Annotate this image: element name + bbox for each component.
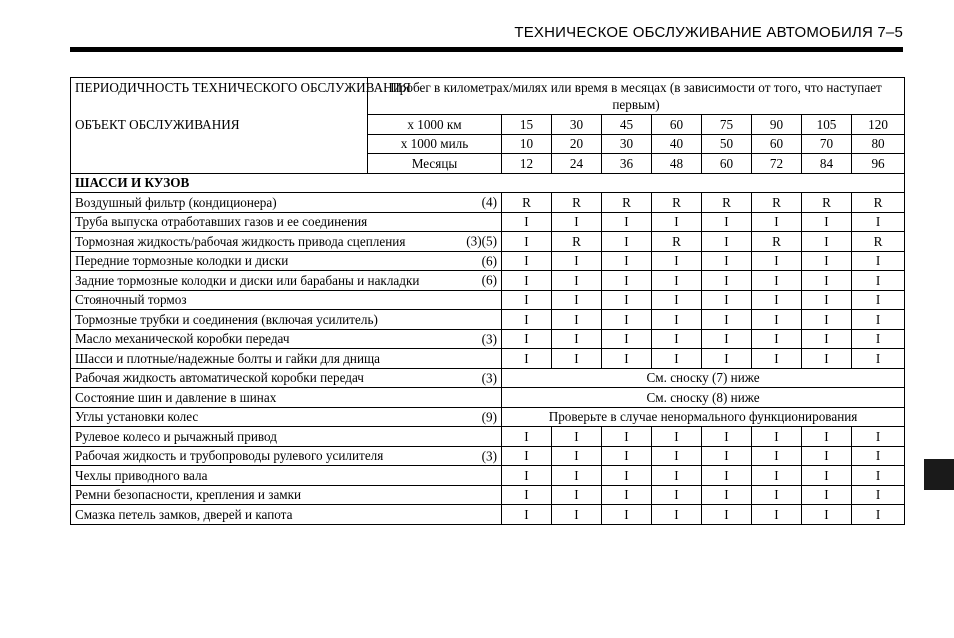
service-mark: R <box>752 232 802 252</box>
service-mark: I <box>852 446 905 466</box>
service-mark: I <box>702 349 752 369</box>
km-value: 15 <box>502 115 552 135</box>
service-mark: I <box>602 485 652 505</box>
service-mark: I <box>552 505 602 525</box>
service-mark: I <box>552 466 602 486</box>
item-note: (3) <box>481 331 497 347</box>
service-mark: I <box>602 290 652 310</box>
service-mark: I <box>752 329 802 349</box>
service-mark: I <box>802 485 852 505</box>
service-mark: I <box>702 232 752 252</box>
service-mark: R <box>652 232 702 252</box>
km-value: 120 <box>852 115 905 135</box>
service-mark: I <box>802 349 852 369</box>
period-label: ПЕРИОДИЧНОСТЬ ТЕХНИЧЕСКОГО ОБСЛУЖИВАНИЯ <box>75 80 411 95</box>
interval-header: Пробег в километрах/милях или время в месяцах (в зависимости от того, что наступает первым) <box>368 78 905 115</box>
service-mark: I <box>852 251 905 271</box>
item-note: (3) <box>481 448 497 464</box>
service-mark: I <box>652 466 702 486</box>
item-label: Ремни безопасности, крепления и замки <box>75 487 302 503</box>
page-header-title: ТЕХНИЧЕСКОЕ ОБСЛУЖИВАНИЕ АВТОМОБИЛЯ 7–5 <box>514 24 903 41</box>
service-mark: I <box>852 290 905 310</box>
km-value: 90 <box>752 115 802 135</box>
service-mark: I <box>702 290 752 310</box>
service-mark: I <box>502 310 552 330</box>
table-row <box>71 485 905 505</box>
service-mark: I <box>652 290 702 310</box>
item-label: Передние тормозные колодки и диски <box>75 253 289 269</box>
service-mark: I <box>802 212 852 232</box>
span-instruction: См. сноску (7) ниже <box>502 368 905 388</box>
service-mark: I <box>602 505 652 525</box>
table-row <box>71 446 905 466</box>
item-cell <box>71 388 502 408</box>
miles-value: 50 <box>702 134 752 154</box>
table-row <box>71 505 905 525</box>
service-mark: I <box>752 466 802 486</box>
item-label: Воздушный фильтр (кондиционера) <box>75 194 277 210</box>
service-mark: I <box>552 251 602 271</box>
service-mark: I <box>602 349 652 369</box>
table-row <box>71 310 905 330</box>
service-mark: I <box>552 212 602 232</box>
km-value: 60 <box>652 115 702 135</box>
maintenance-schedule-table <box>70 77 905 525</box>
service-mark: I <box>602 427 652 447</box>
service-mark: R <box>852 193 905 213</box>
service-mark: I <box>752 310 802 330</box>
service-mark: R <box>502 193 552 213</box>
months-value: 12 <box>502 154 552 174</box>
item-label: Рулевое колесо и рычажный привод <box>75 428 277 444</box>
table-row <box>71 271 905 291</box>
service-mark: I <box>652 427 702 447</box>
item-cell <box>71 251 502 271</box>
miles-value: 80 <box>852 134 905 154</box>
service-mark: I <box>802 251 852 271</box>
service-mark: I <box>852 505 905 525</box>
service-mark: I <box>652 329 702 349</box>
service-mark: I <box>552 446 602 466</box>
table-row <box>71 193 905 213</box>
months-value: 48 <box>652 154 702 174</box>
service-mark: R <box>852 232 905 252</box>
miles-value: 30 <box>602 134 652 154</box>
service-mark: I <box>602 466 652 486</box>
service-mark: I <box>802 271 852 291</box>
miles-value: 10 <box>502 134 552 154</box>
service-mark: I <box>702 466 752 486</box>
service-mark: I <box>502 466 552 486</box>
service-mark: I <box>602 271 652 291</box>
header-corner-cell <box>71 78 411 174</box>
span-instruction: См. сноску (8) ниже <box>502 388 905 408</box>
item-cell <box>71 407 502 427</box>
table-row <box>71 388 905 408</box>
service-mark: I <box>752 290 802 310</box>
service-mark: I <box>752 505 802 525</box>
service-mark: I <box>752 485 802 505</box>
km-value: 105 <box>802 115 852 135</box>
months-value: 36 <box>602 154 652 174</box>
km-value: 45 <box>602 115 652 135</box>
item-label: Рабочая жидкость автоматической коробки передач <box>75 370 364 386</box>
service-mark: I <box>852 329 905 349</box>
table-row <box>71 251 905 271</box>
service-mark: I <box>552 485 602 505</box>
service-mark: I <box>702 271 752 291</box>
service-mark: I <box>752 427 802 447</box>
item-cell <box>71 212 502 232</box>
span-instruction: Проверьте в случае ненормального функционирования <box>502 407 905 427</box>
item-label: Шасси и плотные/надежные болты и гайки для днища <box>75 350 381 366</box>
miles-value: 20 <box>552 134 602 154</box>
service-mark: I <box>702 505 752 525</box>
service-mark: R <box>552 232 602 252</box>
object-label: ОБЪЕКТ ОБСЛУЖИВАНИЯ <box>75 117 240 132</box>
item-cell <box>71 193 502 213</box>
item-note: (6) <box>481 272 497 288</box>
miles-value: 70 <box>802 134 852 154</box>
months-value: 84 <box>802 154 852 174</box>
months-value: 24 <box>552 154 602 174</box>
service-mark: I <box>652 446 702 466</box>
table-row <box>71 427 905 447</box>
service-mark: I <box>502 232 552 252</box>
service-mark: I <box>802 427 852 447</box>
service-mark: I <box>702 251 752 271</box>
km-value: 75 <box>702 115 752 135</box>
service-mark: I <box>652 271 702 291</box>
service-mark: I <box>702 212 752 232</box>
service-mark: I <box>852 212 905 232</box>
item-cell <box>71 505 502 525</box>
item-label: Тормозная жидкость/рабочая жидкость привода сцепления <box>75 233 406 249</box>
service-mark: I <box>852 466 905 486</box>
table-row <box>71 349 905 369</box>
miles-label: x 1000 миль <box>368 134 502 154</box>
table-row <box>71 232 905 252</box>
km-label: x 1000 км <box>368 115 502 135</box>
item-cell <box>71 368 502 388</box>
service-mark: R <box>552 193 602 213</box>
item-label: Рабочая жидкость и трубопроводы рулевого усилителя <box>75 448 384 464</box>
item-label: Чехлы приводного вала <box>75 467 208 483</box>
service-mark: I <box>652 505 702 525</box>
item-cell <box>71 427 502 447</box>
item-note: (4) <box>481 194 497 210</box>
service-mark: I <box>502 251 552 271</box>
item-cell <box>71 485 502 505</box>
service-mark: R <box>652 193 702 213</box>
service-mark: I <box>502 271 552 291</box>
item-cell <box>71 310 502 330</box>
service-mark: I <box>552 427 602 447</box>
item-cell <box>71 290 502 310</box>
service-mark: I <box>652 310 702 330</box>
section-heading: ШАССИ И КУЗОВ <box>71 173 905 193</box>
service-mark: I <box>702 329 752 349</box>
service-mark: R <box>802 193 852 213</box>
item-cell <box>71 349 502 369</box>
table-row <box>71 466 905 486</box>
miles-value: 40 <box>652 134 702 154</box>
service-mark: I <box>552 349 602 369</box>
service-mark: I <box>752 271 802 291</box>
service-mark: I <box>802 329 852 349</box>
service-mark: I <box>852 349 905 369</box>
service-mark: I <box>502 505 552 525</box>
table-row <box>71 212 905 232</box>
miles-value: 60 <box>752 134 802 154</box>
months-value: 60 <box>702 154 752 174</box>
service-mark: I <box>502 427 552 447</box>
service-mark: I <box>752 446 802 466</box>
service-mark: I <box>652 349 702 369</box>
service-mark: I <box>852 271 905 291</box>
service-mark: I <box>852 485 905 505</box>
months-label: Месяцы <box>368 154 502 174</box>
service-mark: I <box>802 310 852 330</box>
service-mark: I <box>702 310 752 330</box>
item-label: Стояночный тормоз <box>75 292 187 308</box>
item-label: Масло механической коробки передач <box>75 331 290 347</box>
service-mark: I <box>502 212 552 232</box>
item-label: Смазка петель замков, дверей и капота <box>75 506 293 522</box>
service-mark: R <box>602 193 652 213</box>
item-label: Тормозные трубки и соединения (включая усилитель) <box>75 311 378 327</box>
service-mark: I <box>602 232 652 252</box>
service-mark: I <box>652 251 702 271</box>
service-mark: I <box>702 427 752 447</box>
service-mark: I <box>502 290 552 310</box>
service-mark: I <box>852 310 905 330</box>
item-cell <box>71 466 502 486</box>
service-mark: I <box>552 290 602 310</box>
service-mark: R <box>702 193 752 213</box>
service-mark: I <box>502 349 552 369</box>
section-tab-marker <box>924 459 954 490</box>
item-label: Труба выпуска отработавших газов и ее соединения <box>75 214 368 230</box>
item-note: (3) <box>481 370 497 386</box>
service-mark: I <box>752 349 802 369</box>
table-row <box>71 407 905 427</box>
item-note: (3)(5) <box>466 233 497 249</box>
item-label: Состояние шин и давление в шинах <box>75 389 277 405</box>
service-mark: I <box>752 212 802 232</box>
service-mark: I <box>802 466 852 486</box>
service-mark: I <box>752 251 802 271</box>
service-mark: I <box>552 271 602 291</box>
service-mark: I <box>802 290 852 310</box>
months-value: 96 <box>852 154 905 174</box>
months-value: 72 <box>752 154 802 174</box>
service-mark: I <box>652 212 702 232</box>
service-mark: I <box>552 329 602 349</box>
service-mark: I <box>702 446 752 466</box>
service-mark: I <box>802 446 852 466</box>
item-note: (9) <box>481 409 497 425</box>
service-mark: I <box>502 446 552 466</box>
item-cell <box>71 446 502 466</box>
service-mark: I <box>602 251 652 271</box>
item-label: Задние тормозные колодки и диски или барабаны и накладки <box>75 272 420 288</box>
service-mark: I <box>602 212 652 232</box>
service-mark: I <box>602 310 652 330</box>
service-mark: I <box>602 446 652 466</box>
item-label: Углы установки колес <box>75 409 199 425</box>
km-value: 30 <box>552 115 602 135</box>
service-mark: I <box>502 485 552 505</box>
item-cell <box>71 271 502 291</box>
service-mark: I <box>552 310 602 330</box>
table-row <box>71 290 905 310</box>
item-cell <box>71 232 502 252</box>
service-mark: I <box>502 329 552 349</box>
service-mark: R <box>752 193 802 213</box>
service-mark: I <box>602 329 652 349</box>
table-row <box>71 368 905 388</box>
service-mark: I <box>802 505 852 525</box>
item-note: (6) <box>481 253 497 269</box>
service-mark: I <box>702 485 752 505</box>
header-rule <box>70 47 903 52</box>
service-mark: I <box>802 232 852 252</box>
service-mark: I <box>852 427 905 447</box>
item-cell <box>71 329 502 349</box>
service-mark: I <box>652 485 702 505</box>
table-row <box>71 329 905 349</box>
